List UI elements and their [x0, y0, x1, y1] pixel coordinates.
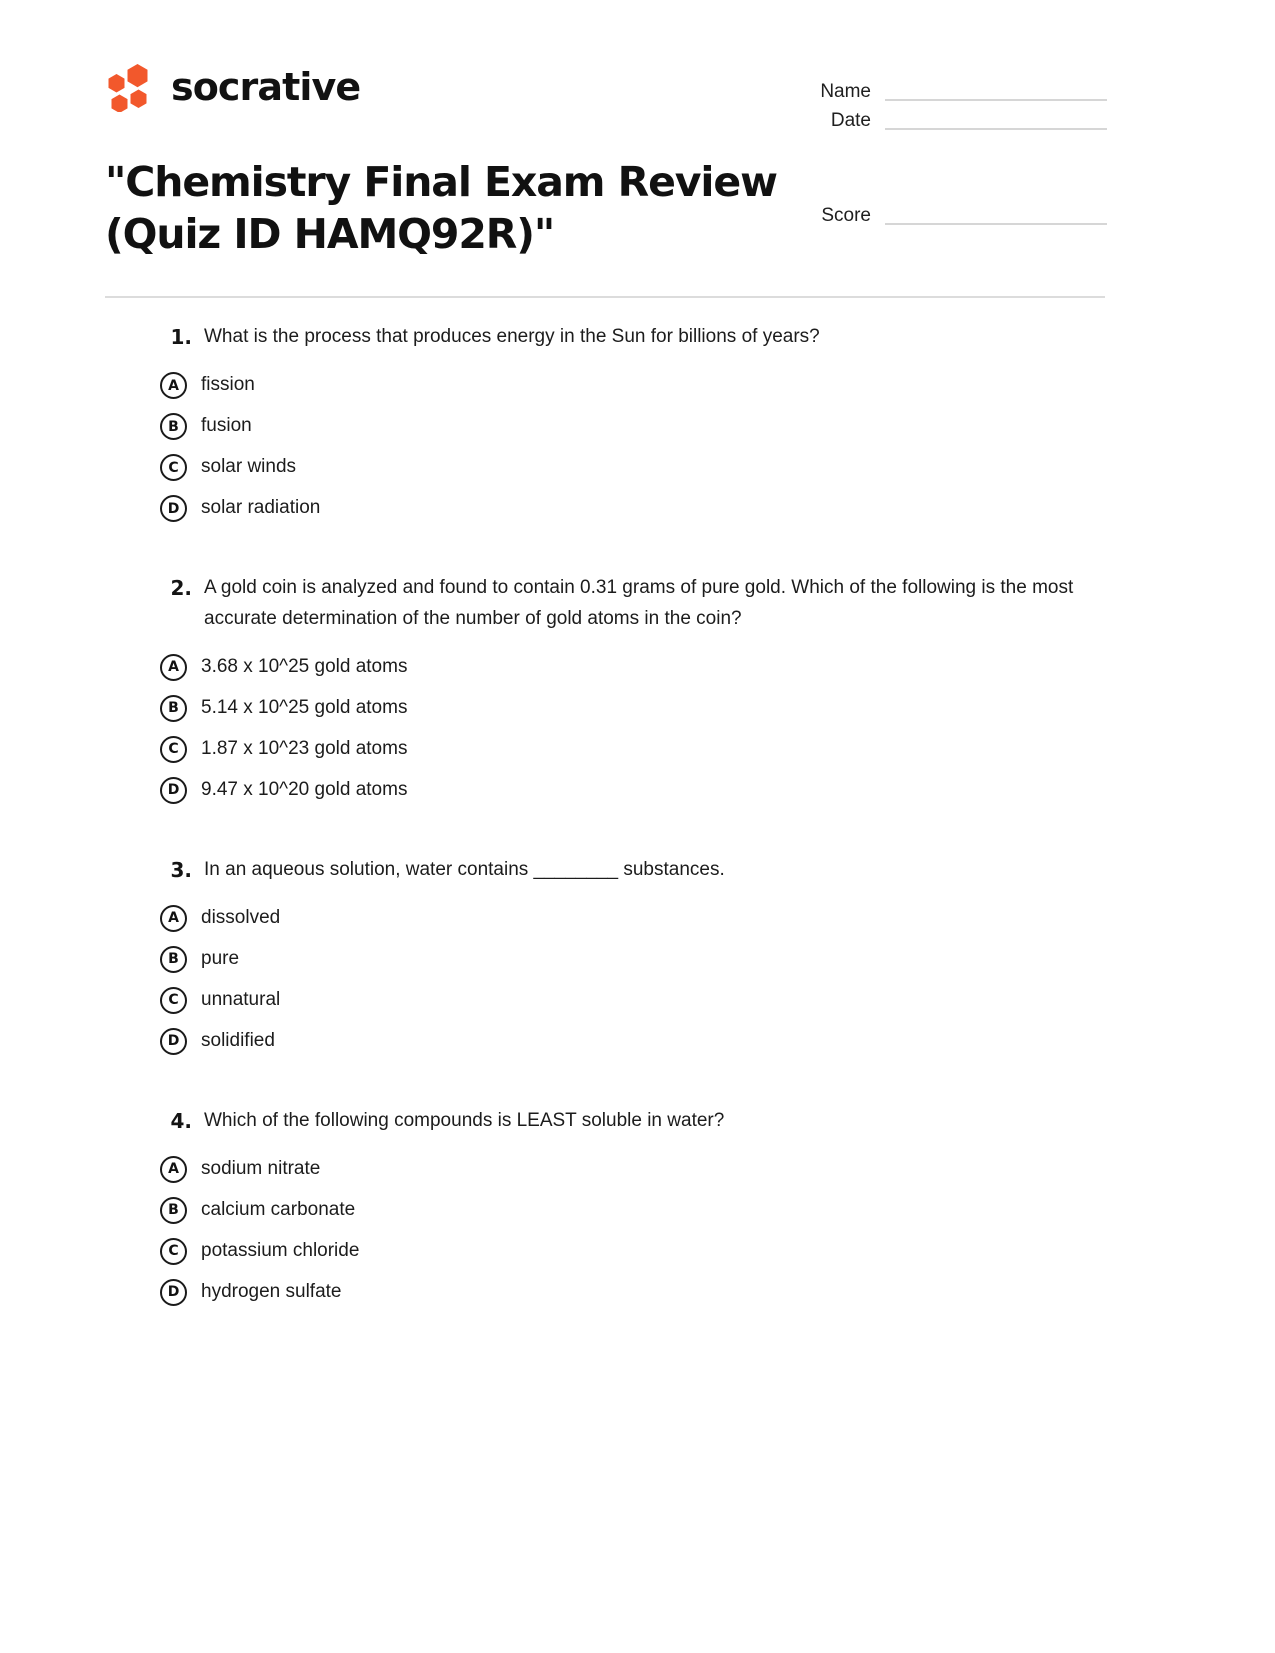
option-bubble-b[interactable]: B	[160, 413, 187, 440]
score-label: Score	[821, 205, 871, 226]
answer-option[interactable]	[0, 1021, 1275, 1062]
question-text: In an aqueous solution, water contains ________ substances.	[204, 858, 725, 880]
option-label: unnatural	[201, 988, 281, 1010]
answer-option[interactable]	[0, 447, 1275, 488]
option-bubble-a[interactable]: A	[160, 905, 187, 932]
question-number: 1.	[170, 325, 192, 349]
page-title: "Chemistry Final Exam Review (Quiz ID HAMQ92R)"	[105, 158, 777, 259]
option-label: sodium nitrate	[201, 1157, 321, 1179]
option-bubble-c[interactable]: C	[160, 1238, 187, 1265]
answer-options	[0, 1149, 1275, 1313]
question-text: Which of the following compounds is LEAST soluble in water?	[204, 1109, 725, 1131]
option-label: dissolved	[201, 906, 281, 928]
date-field-row	[707, 101, 1107, 130]
option-label: 1.87 x 10^23 gold atoms	[201, 737, 408, 759]
answer-option[interactable]	[0, 1231, 1275, 1272]
answer-option[interactable]	[0, 406, 1275, 447]
date-input-line[interactable]	[885, 109, 1107, 130]
option-bubble-a[interactable]: A	[160, 654, 187, 681]
option-label: solar winds	[201, 456, 297, 478]
question-number: 2.	[170, 576, 192, 600]
question-block	[0, 322, 1275, 529]
answer-option[interactable]	[0, 647, 1275, 688]
questions-list	[0, 322, 1275, 1357]
option-label: 9.47 x 10^20 gold atoms	[201, 778, 408, 800]
answer-option[interactable]	[0, 939, 1275, 980]
option-bubble-c[interactable]: C	[160, 987, 187, 1014]
question-text: What is the process that produces energy in the Sun for billions of years?	[204, 326, 820, 347]
option-label: 3.68 x 10^25 gold atoms	[201, 655, 408, 677]
option-bubble-b[interactable]: B	[160, 695, 187, 722]
option-bubble-b[interactable]: B	[160, 1197, 187, 1224]
name-input-line[interactable]	[885, 80, 1107, 101]
answer-option[interactable]	[0, 488, 1275, 529]
option-label: fission	[201, 374, 255, 396]
option-label: solar radiation	[201, 497, 321, 519]
score-input-line[interactable]	[885, 204, 1107, 225]
option-bubble-c[interactable]: C	[160, 736, 187, 763]
question-block	[0, 855, 1275, 1062]
brand-wordmark: socrative	[171, 65, 361, 109]
option-bubble-d[interactable]: D	[160, 777, 187, 804]
student-meta-fields	[707, 72, 1107, 130]
answer-option[interactable]	[0, 898, 1275, 939]
answer-option[interactable]	[0, 1272, 1275, 1313]
option-bubble-a[interactable]: A	[160, 1156, 187, 1183]
option-bubble-d[interactable]: D	[160, 1028, 187, 1055]
option-bubble-d[interactable]: D	[160, 495, 187, 522]
answer-option[interactable]	[0, 980, 1275, 1021]
answer-option[interactable]	[0, 729, 1275, 770]
name-label: Name	[820, 81, 871, 102]
date-label: Date	[830, 110, 871, 131]
option-label: solidified	[201, 1029, 275, 1051]
answer-option[interactable]	[0, 1149, 1275, 1190]
answer-options	[0, 365, 1275, 529]
hexagon-cluster-icon	[105, 62, 155, 112]
question-block	[0, 573, 1275, 811]
option-bubble-b[interactable]: B	[160, 946, 187, 973]
option-label: fusion	[201, 415, 252, 437]
question-text: A gold coin is analyzed and found to contain 0.31 grams of pure gold. Which of the following is the most accurate determination of the number of gold atoms in the coin?	[204, 577, 1074, 629]
answer-option[interactable]	[0, 770, 1275, 811]
option-bubble-a[interactable]: A	[160, 372, 187, 399]
answer-options	[0, 898, 1275, 1062]
socrative-brand	[105, 62, 360, 112]
question-header	[0, 322, 1275, 353]
question-header	[0, 855, 1275, 886]
answer-options	[0, 647, 1275, 811]
question-number: 3.	[170, 857, 192, 882]
question-block	[0, 1106, 1275, 1313]
question-number: 4.	[170, 1108, 192, 1133]
question-header	[0, 573, 1275, 635]
answer-option[interactable]	[0, 1190, 1275, 1231]
option-label: pure	[201, 947, 240, 969]
name-field-row	[707, 72, 1107, 101]
option-bubble-d[interactable]: D	[160, 1279, 187, 1306]
option-label: calcium carbonate	[201, 1198, 356, 1220]
option-label: potassium chloride	[201, 1239, 360, 1261]
question-header	[0, 1106, 1275, 1137]
option-label: hydrogen sulfate	[201, 1280, 342, 1302]
header-divider	[105, 296, 1105, 298]
answer-option[interactable]	[0, 365, 1275, 406]
option-bubble-c[interactable]: C	[160, 454, 187, 481]
option-label: 5.14 x 10^25 gold atoms	[201, 696, 408, 718]
page-header	[0, 0, 1275, 259]
answer-option[interactable]	[0, 688, 1275, 729]
